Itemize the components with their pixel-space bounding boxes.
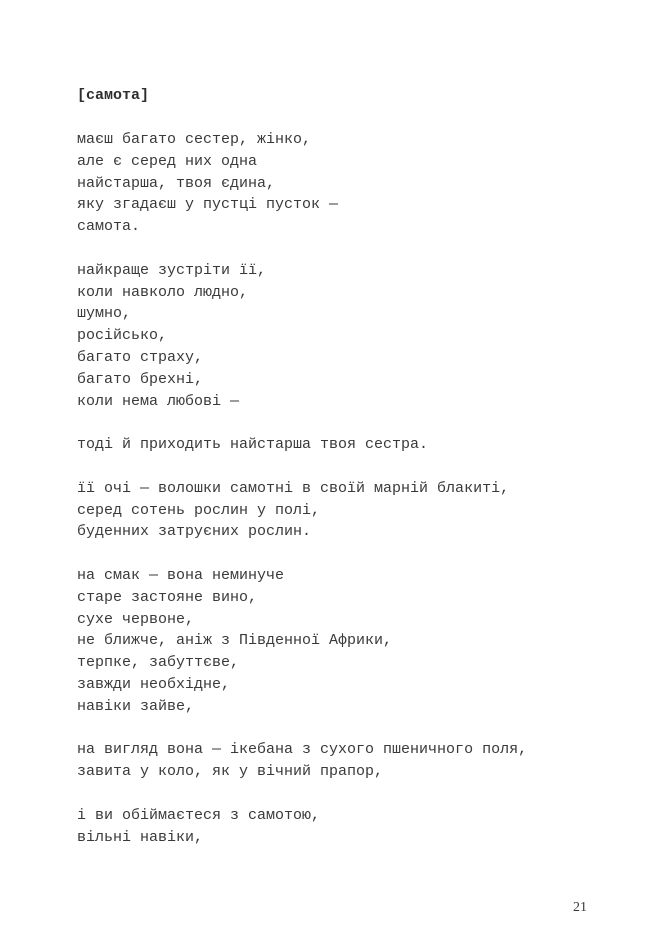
poem-line: найстарша, твоя єдина,	[77, 174, 276, 192]
stanza	[77, 739, 637, 783]
poem-line: найкраще зустріти її,	[77, 261, 267, 279]
poem-line: навіки зайве,	[77, 697, 195, 715]
stanza	[77, 434, 637, 456]
stanza	[77, 478, 637, 543]
stanza	[77, 565, 637, 718]
poem-line: завита у коло, як у вічний прапор,	[77, 763, 384, 781]
poem-line: завжди необхідне,	[77, 675, 231, 693]
poem-line: яку згадаєш у пустці пусток —	[77, 196, 339, 214]
stanza	[77, 129, 637, 238]
poem-line: вільні навіки,	[77, 828, 204, 846]
poem-line: буденних затруєних рослин.	[77, 523, 312, 541]
poem-line: її очі — волошки самотні в своїй марній блакиті,	[77, 479, 510, 497]
poem-line: не ближче, аніж з Південної Африки,	[77, 632, 393, 650]
poem-line: старе застояне вино,	[77, 588, 258, 606]
poem-line: терпке, забуттєве,	[77, 654, 240, 672]
poem-line: на вигляд вона — ікебана з сухого пшеничного поля,	[77, 741, 528, 759]
page-number: 21	[573, 900, 587, 915]
poem-line: самота.	[77, 218, 141, 236]
poem-line: коли нема любові —	[77, 392, 240, 410]
poem-line: на смак — вона неминуче	[77, 566, 285, 584]
poem-body	[77, 129, 637, 870]
poem-line: багато страху,	[77, 348, 204, 366]
poem-line: багато брехні,	[77, 370, 204, 388]
poem-line: сухе червоне,	[77, 610, 195, 628]
poem-line: і ви обіймаєтеся з самотою,	[77, 806, 321, 824]
poem-line: серед сотень рослин у полі,	[77, 501, 321, 519]
poem-line: коли навколо людно,	[77, 283, 249, 301]
stanza	[77, 260, 637, 413]
poem-line: маєш багато сестер, жінко,	[77, 131, 312, 148]
poem-line: але є серед них одна	[77, 152, 258, 170]
poem-title: [самота]	[77, 87, 150, 104]
poem-line: шумно,	[77, 305, 132, 323]
poem-line: тоді й приходить найстарша твоя сестра.	[77, 436, 429, 454]
stanza	[77, 805, 637, 849]
poem-line: російсько,	[77, 327, 168, 345]
